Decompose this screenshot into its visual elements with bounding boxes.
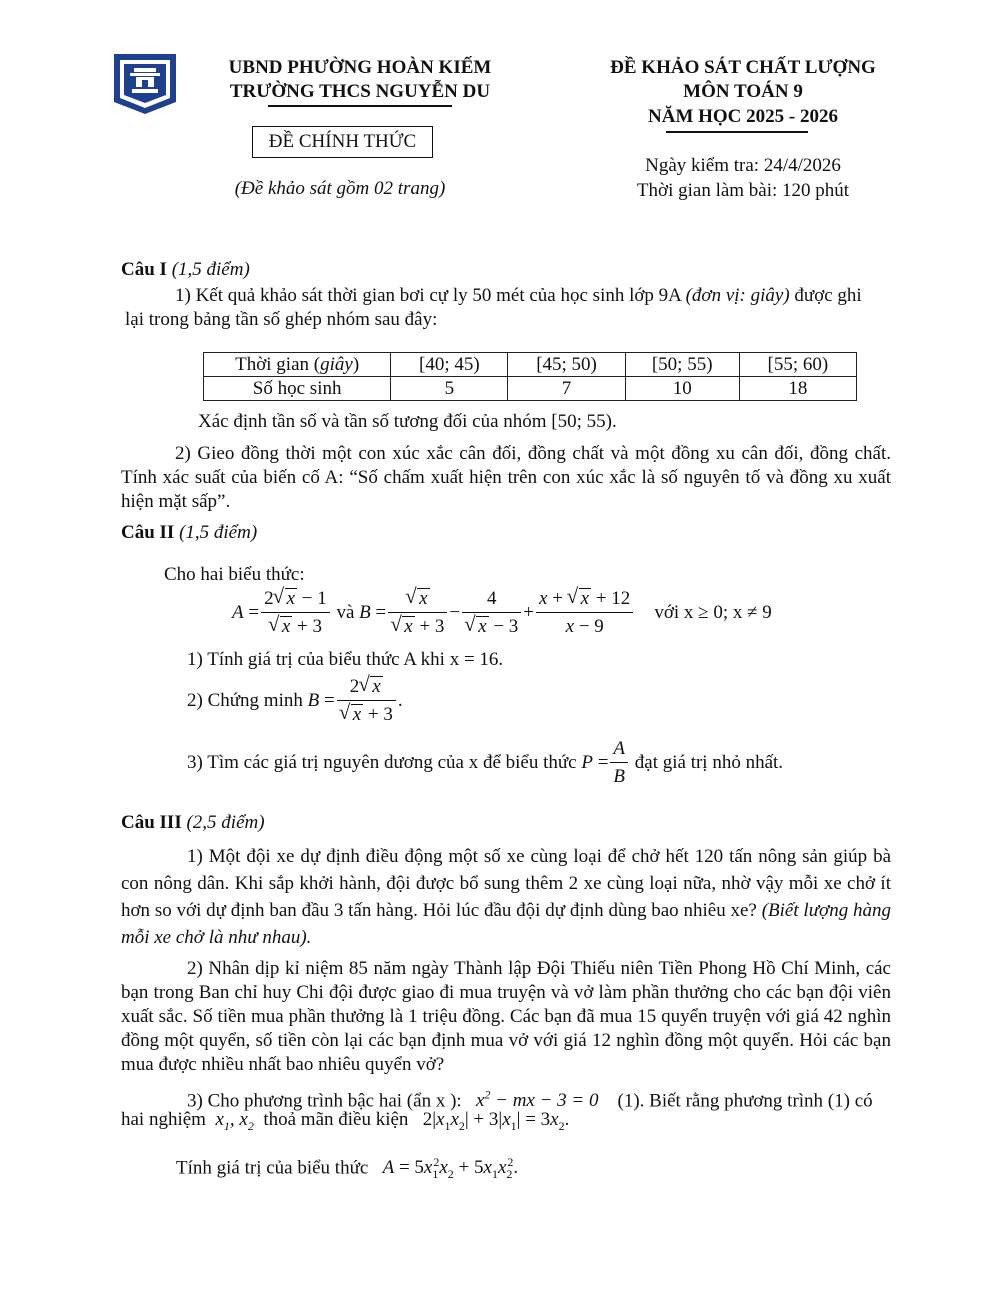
expr-B-term2: 4 √ x − 3 bbox=[462, 588, 521, 638]
equation: $x^2$ − mx − 3 = 0 bbox=[466, 1088, 599, 1112]
table-cell: 7 bbox=[508, 377, 625, 401]
q3-title: Câu III bbox=[121, 812, 182, 833]
expr-B-term1: √ x √ x + 3 bbox=[388, 588, 447, 638]
exam-subject: MÔN TOÁN 9 bbox=[683, 81, 803, 102]
target-expr: $A = 5x_1^2x_2 + 5x_1x_2^2$. bbox=[382, 1155, 519, 1182]
school-name-underline bbox=[268, 105, 452, 107]
condition-expr: $2|x_1x_2| + 3|x_1| = 3x_2$. bbox=[413, 1109, 570, 1133]
q2-heading bbox=[121, 521, 257, 545]
q3-p3-task bbox=[176, 1150, 518, 1186]
q1-p1-text: 1) Kết quả khảo sát thời gian bơi cự ly 50 mét của học sinh lớp 9A bbox=[175, 285, 681, 306]
q1-p1-task: Xác định tần số và tần số tương đối của nhóm [50; 55). bbox=[198, 411, 617, 432]
q2-p3: 3) Tìm các giá trị nguyên dương của x để biểu thức P = $\frac{A}{B}$ đạt giá trị nhỏ nhất. bbox=[187, 738, 784, 787]
q3-p1 bbox=[121, 843, 891, 951]
time-label-close: ) bbox=[352, 353, 360, 375]
q1-points: (1,5 điểm) bbox=[171, 259, 250, 280]
q3-p3-text-end: (1). Biết rằng phương trình (1) có bbox=[617, 1090, 873, 1112]
q1-title: Câu I bbox=[121, 259, 167, 280]
q3-p2: 2) Nhân dịp kỉ niệm 85 năm ngày Thành lập Đội Thiếu niên Tiền Phong Hồ Chí Minh, các bạn trong Ban chỉ huy Chi đội được giao đi mua truyện và vở làm phần thưởng cho các bạn đội viên xuất sắc. Số tiền mua phần thưởng là 1 triệu đồng. Các bạn đã mua 15 quyển truyện với giá 42 nghìn đồng một quyển, số tiền còn lại các bạn định mua vở với giá 12 nghìn đồng một quyển. Hỏi các bạn mua được nhiều nhất bao nhiêu quyển vở? bbox=[121, 958, 891, 1075]
q1-p1-line1 bbox=[175, 284, 891, 308]
q2-intro: Cho hai biểu thức: bbox=[164, 564, 305, 585]
expr-P: $\frac{A}{B}$ bbox=[610, 738, 628, 788]
table-header-cell bbox=[204, 353, 391, 377]
official-exam-label: ĐỀ CHÍNH THỨC bbox=[268, 131, 417, 152]
time-unit: giây bbox=[320, 353, 353, 375]
q2-p1: 1) Tính giá trị của biểu thức A khi x = 16. bbox=[187, 649, 504, 670]
exam-date: Ngày kiểm tra: 24/4/2026 bbox=[645, 155, 841, 176]
q2-title: Câu II bbox=[121, 522, 175, 543]
exam-duration: Thời gian làm bài: 120 phút bbox=[636, 180, 850, 201]
table-cell: 18 bbox=[739, 377, 856, 401]
q2-expressions: A = 2√ x − 1 √ x + 3 và B = √ x √ x + 3 − 4 √ x − 3 + $\frac{x + √ x + 12}{x - 9}$ với x ≥ 0; x ≠ 9 bbox=[232, 588, 772, 638]
school-year-underline bbox=[666, 131, 808, 133]
school-emblem-icon bbox=[112, 52, 178, 116]
q2-p2: 2) Chứng minh B = 2√ x √ x + 3 . bbox=[187, 676, 403, 726]
q2-p3-text-end: đạt giá trị nhỏ nhất. bbox=[634, 752, 784, 773]
q3-p3-condition-text: thoả mãn điều kiện bbox=[263, 1109, 409, 1130]
table-cell: 5 bbox=[391, 377, 508, 401]
q1-p1-text-end: được ghi bbox=[794, 285, 862, 306]
table-cell: 10 bbox=[625, 377, 739, 401]
and-word: và bbox=[336, 602, 355, 623]
q3-p3-roots-text: hai nghiệm bbox=[121, 1109, 206, 1130]
school-name: TRƯỜNG THCS NGUYỄN DU bbox=[229, 81, 491, 102]
expr-A: 2√ x − 1 √ x + 3 bbox=[261, 588, 330, 638]
table-cell: [50; 55) bbox=[625, 353, 739, 377]
q2-p2-text: 2) Chứng minh bbox=[187, 690, 303, 711]
time-label: Thời gian ( bbox=[235, 353, 321, 375]
q2-p3-text: 3) Tìm các giá trị nguyên dương của x để biểu thức bbox=[187, 752, 577, 773]
table-cell: [55; 60) bbox=[739, 353, 856, 377]
table-cell: [40; 45) bbox=[391, 353, 508, 377]
q3-p1-text: 1) Một đội xe dự định điều động một số xe cùng loại để chở hết 120 tấn nông sản giúp bà con nông dân. Khi sắp khởi hành, đội được bổ sung thêm 2 xe cùng loại nữa, nhờ vậy mỗi xe chở ít hơn so với dự định ban đầu 3 tấn hàng. Hỏi lúc đầu đội dự định dùng bao nhiêu xe? bbox=[121, 846, 891, 921]
official-exam-box bbox=[252, 126, 433, 158]
school-year: NĂM HỌC 2025 - 2026 bbox=[648, 106, 838, 127]
school-logo bbox=[112, 52, 178, 116]
q3-heading bbox=[121, 811, 265, 835]
condition: với x ≥ 0; x ≠ 9 bbox=[654, 602, 772, 623]
table-row bbox=[204, 353, 857, 377]
table-cell: [45; 50) bbox=[508, 353, 625, 377]
roots: $x_1$, $x_2$ bbox=[210, 1109, 254, 1133]
table-header-cell: Số học sinh bbox=[204, 377, 391, 401]
org-name: UBND PHƯỜNG HOÀN KIẾM bbox=[228, 57, 492, 78]
q2-points: (1,5 điểm) bbox=[179, 522, 258, 543]
q1-heading bbox=[121, 258, 250, 282]
q3-p3-text: 3) Cho phương trình bậc hai (ẩn x ): bbox=[187, 1090, 462, 1112]
expr-B-term3: $\frac{x + √ x + 12}{x - 9}$ bbox=[536, 588, 633, 638]
q3-p3-task-text: Tính giá trị của biểu thức bbox=[176, 1157, 369, 1179]
frequency-table bbox=[203, 352, 857, 401]
q1-p1-unit: (đơn vị: giây) bbox=[685, 285, 790, 306]
exam-title: ĐỀ KHẢO SÁT CHẤT LƯỢNG bbox=[610, 57, 876, 78]
q1-p1-line2: lại trong bảng tần số ghép nhóm sau đây: bbox=[125, 309, 438, 330]
q3-p1-note: (Biết lượng hàng mỗi xe chở là như nhau). bbox=[121, 900, 891, 948]
q1-p2: 2) Gieo đồng thời một con xúc xắc cân đối, đồng chất và một đồng xu cân đối, đồng chất. Tính xác suất của biến cố A: “Số chấm xuất hiện trên con xúc xắc là số nguyên tố và đồng xu xuất hiện mặt sấp”. bbox=[121, 443, 891, 512]
q3-p3-line2 bbox=[121, 1108, 569, 1138]
expr-B-simplified: 2√ x √ x + 3 bbox=[337, 676, 396, 726]
table-row bbox=[204, 377, 857, 401]
q3-points: (2,5 điểm) bbox=[186, 812, 265, 833]
pages-note: (Đề khảo sát gồm 02 trang) bbox=[234, 178, 446, 199]
